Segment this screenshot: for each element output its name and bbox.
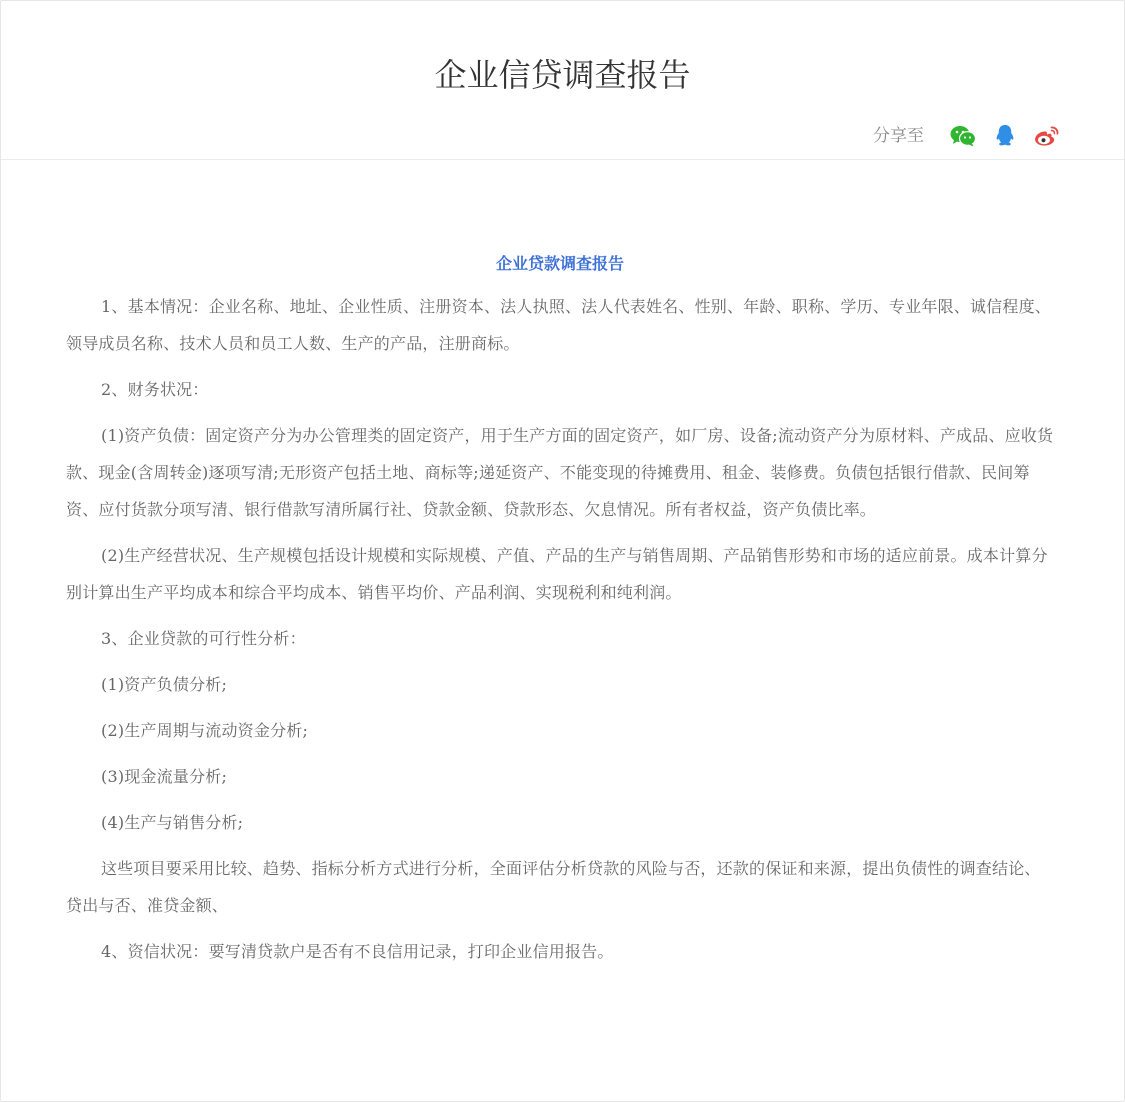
paragraph: 3、企业贷款的可行性分析： bbox=[101, 629, 306, 648]
share-bar bbox=[873, 121, 1062, 151]
wechat-icon[interactable] bbox=[948, 121, 978, 151]
paragraph: 这些项目要采用比较、趋势、指标分析方式进行分析，全面评估分析贷款的风险与否，还款的保证和来源，提出负债性的调查结论、贷出与否、准贷金额、 bbox=[66, 859, 1041, 915]
paragraph: (1)资产负债分析; bbox=[101, 675, 228, 694]
paragraph: (2)生产经营状况、生产规模包括设计规模和实际规模、产值、产品的生产与销售周期、产品销售形势和市场的适应前景。成本计算分别计算出生产平均成本和综合平均成本、销售平均价、产品利润、实现税利和纯利润。 bbox=[66, 546, 1048, 602]
qq-icon[interactable] bbox=[990, 121, 1020, 151]
weibo-icon[interactable] bbox=[1032, 121, 1062, 151]
paragraph: 1、基本情况：企业名称、地址、企业性质、注册资本、法人执照、法人代表姓名、性别、年龄、职称、学历、专业年限、诚信程度、领导成员名称、技术人员和员工人数、生产的产品，注册商标。 bbox=[66, 297, 1051, 353]
article-header bbox=[1, 1, 1124, 160]
share-label: 分享至 bbox=[873, 126, 924, 146]
paragraph: (1)资产负债：固定资产分为办公管理类的固定资产，用于生产方面的固定资产，如厂房、设备;流动资产分为原材料、产成品、应收货款、现金(含周转金)逐项写清;无形资产包括土地、商标等;递延资产、不能变现的待摊费用、租金、装修费。负债包括银行借款、民间筹资、应付货款分项写清、银行借款写清所属行社、贷款金额、贷款形态、欠息情况。所有者权益，资产负债比率。 bbox=[66, 426, 1054, 519]
paragraph: (2)生产周期与流动资金分析; bbox=[101, 721, 309, 740]
document-heading: 企业贷款调查报告 bbox=[495, 254, 624, 273]
paragraph: (4)生产与销售分析; bbox=[101, 813, 244, 832]
paragraph: (3)现金流量分析; bbox=[101, 767, 228, 786]
page-title: 企业信贷调查报告 bbox=[434, 56, 691, 94]
paragraph: 4、资信状况：要写清贷款户是否有不良信用记录，打印企业信用报告。 bbox=[101, 942, 614, 961]
paragraph: 2、财务状况： bbox=[101, 380, 209, 399]
article-body bbox=[1, 252, 1124, 970]
